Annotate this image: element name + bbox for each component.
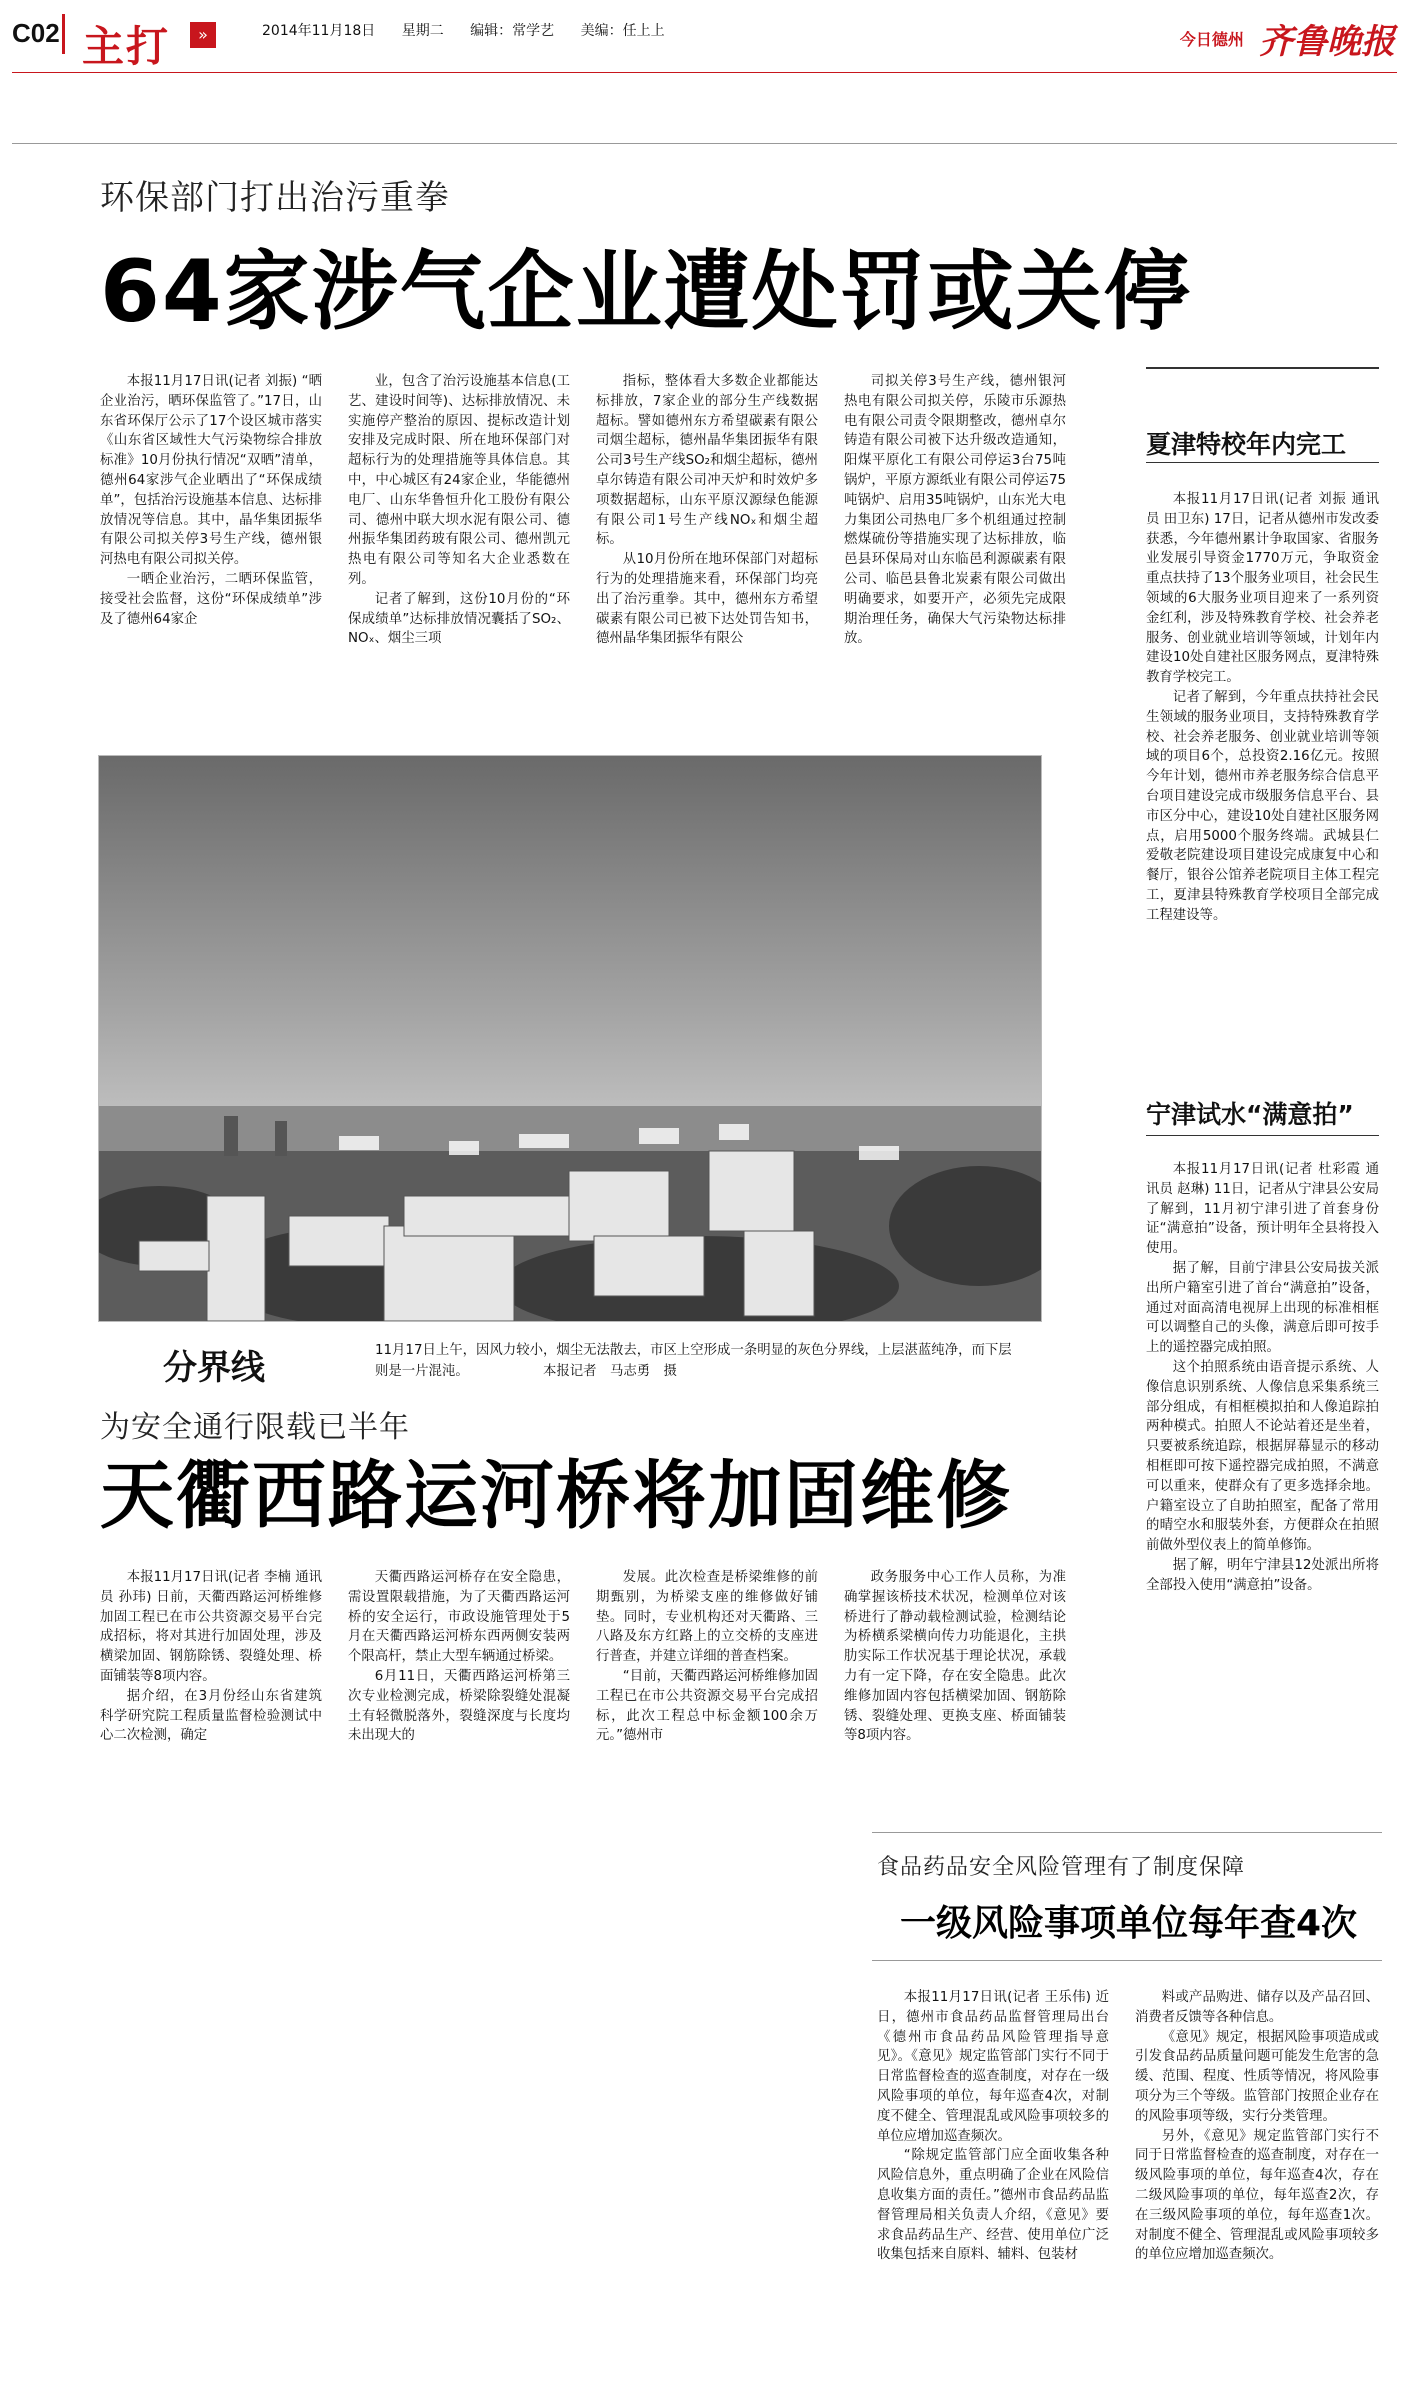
sidebar-rule (1146, 1135, 1379, 1136)
article2-column-2 (348, 1568, 570, 1746)
paragraph: 6月11日，天衢西路运河桥第三次专业检测完成，桥梁除裂缝处混凝土有轻微脱落外，裂缝深度与长度均未出现大的 (348, 1668, 570, 1744)
article5-kicker: 食品药品安全风险管理有了制度保障 (877, 1855, 1246, 1880)
paragraph: 这个拍照系统由语音提示系统、人像信息识别系统、人像信息采集系统三部分组成，有相框模拟拍和人像追踪拍两种模式。拍照人不论站着还是坐着，只要被系统追踪，根据屏幕显示的移动相框即可按下遥控器完成拍照，不满意可以重来，使群众有了更多选择余地。户籍室设立了自助拍照室，配备了常用的晴空水和服装外套，方便群众在拍照前做外型仪表上的简单修饰。 (1146, 1359, 1379, 1554)
paragraph: 据了解，目前宁津县公安局拔关派出所户籍室引进了首台“满意拍”设备，通过对面高清电视屏上出现的标准相框可以调整自己的头像，满意后即可按手上的遥控器完成拍照。 (1146, 1260, 1379, 1356)
paragraph: 另外，《意见》规定监管部门实行不同于日常监督检查的巡查制度，对存在一级风险事项的单位，每年巡查4次，存在二级风险事项的单位，每年巡查2次，存在三级风险事项的单位，每年巡查1次。对制度不健全、管理混乱或风险事项较多的单位应增加巡查频次。 (1135, 2128, 1379, 2263)
paragraph: 司拟关停3号生产线，德州银河热电有限公司拟关停，乐陵市乐源热电有限公司责令限期整改，德州卓尔铸造有限公司被下达升级改造通知，阳煤平原化工有限公司停运3台75吨锅炉，平原方源纸业有限公司停运75吨锅炉、启用35吨锅炉，山东光大电力集团公司热电厂多个机组通过控制燃煤硫份等措施实现了达标排放，临邑县环保局对山东临邑利源碳素有限公司、临邑县鲁北炭素有限公司做出明确要求，如要开产，必须先完成限期治理任务，确保大气污染物达标排放。 (844, 374, 1066, 647)
header-meta (262, 20, 687, 40)
sidebar-rule (1146, 462, 1379, 463)
paragraph: 本报11月17日讯(记者 李楠 通讯员 孙玮) 日前，天衢西路运河桥维修加固工程已在市公共资源交易平台完成招标，将对其进行加固处理，涉及横梁加固、钢筋除锈、裂缝处理、桥面铺装等8项内容。 (100, 1570, 322, 1684)
article3-body (1146, 490, 1379, 926)
section-title: 主打 (82, 22, 171, 71)
caption-text: 11月17日上午，因风力较小，烟尘无法散去，市区上空形成一条明显的灰色分界线，上层湛蓝纯净，而下层则是一片混沌。 (375, 1343, 1012, 1379)
paragraph: 据介绍，在3月份经山东省建筑科学研究院工程质量监督检验测试中心二次检测，确定 (100, 1688, 322, 1744)
photo-caption (375, 1340, 1015, 1382)
newspaper-logo: 齐鲁晚报 (1259, 22, 1395, 62)
paragraph: 本报11月17日讯(记者 刘振 通讯员 田卫东) 17日，记者从德州市发改委获悉，今年德州累计争取国家、省服务业发展引导资金1770万元，争取资金重点扶持了13个服务业项目，社会民生领域的6大服务业项目迎来了一系列资金红利，涉及特殊教育学校、社会养老服务、创业就业培训等领域，计划年内建设10处自建社区服务网点，夏津特殊教育学校完工。 (1146, 492, 1379, 686)
news-photo (98, 755, 1042, 1322)
article4-body (1146, 1160, 1379, 1596)
header-divider (62, 14, 65, 54)
article2-column-1 (100, 1568, 322, 1746)
article4-headline: 宁津试水“满意拍” (1146, 1100, 1354, 1129)
paragraph: “除规定监管部门应全面收集各种风险信息外，重点明确了企业在风险信息收集方面的责任。”德州市食品药品监督管理局相关负责人介绍，《意见》要求食品药品生产、经营、使用单位广泛收集包括来自原料、辅料、包装材 (877, 2148, 1109, 2263)
paragraph: 业，包含了治污设施基本信息(工艺、建设时间等)、达标排放情况、未实施停产整治的原因、提标改造计划安排及完成时限、所在地环保部门对超标行为的处理措施等具体信息。其中，中心城区有24家企业，华能德州电厂、山东华鲁恒升化工股份有限公司、德州中联大坝水泥有限公司、德州振华集团药玻有限公司、德州凯元热电有限公司等知名大企业悉数在列。 (348, 374, 570, 587)
editor-credit: 编辑：常学艺 (470, 23, 555, 39)
article2-kicker: 为安全通行限载已半年 (100, 1410, 410, 1445)
page-number: C02 (12, 18, 60, 48)
paragraph: “目前，天衢西路运河桥维修加固工程已在市公共资源交易平台完成招标，此次工程总中标金额100余万元。”德州市 (596, 1668, 818, 1744)
brand-edition: 今日德州 (1179, 30, 1244, 49)
issue-date: 2014年11月18日 (262, 23, 376, 39)
article2-column-3 (596, 1568, 818, 1746)
article1-column-2 (348, 372, 570, 649)
paragraph: 一晒企业治污，二晒环保监管，接受社会监督，这份“环保成绩单”涉及了德州64家企 (100, 571, 322, 627)
paragraph: 天衢西路运河桥存在安全隐患，需设置限载措施，为了天衢西路运河桥的安全运行，市政设施管理处于5月在天衢西路运河桥东西两侧安装两个限高杆，禁止大型车辆通过桥梁。 (348, 1570, 570, 1665)
paragraph: 本报11月17日讯(记者 刘振) “晒企业治污，晒环保监管了。”17日，山东省环保厅公示了17个设区城市落实《山东省区域性大气污染物综合排放标准》10月份执行情况“双晒”清单，德州64家涉气企业晒出了“环保成绩单”，包括治污设施基本信息、达标排放情况等信息。其中，晶华集团振华有限公司拟关停3号生产线，德州银河热电有限公司拟关停。 (100, 374, 322, 568)
issue-weekday: 星期二 (401, 23, 444, 39)
section-rule (12, 143, 1397, 144)
paragraph: 发展。此次检查是桥梁维修的前期甄别，为桥梁支座的维修做好铺垫。同时，专业机构还对天衢路、三八路及东方红路上的立交桥的支座进行普查，并建立详细的普查档案。 (596, 1570, 818, 1665)
photo-title: 分界线 (163, 1348, 265, 1388)
masthead-brand (1180, 14, 1395, 63)
article3-headline: 夏津特校年内完工 (1146, 430, 1347, 459)
article5-headline: 一级风险事项单位每年查4次 (900, 1903, 1358, 1944)
paragraph: 记者了解到，这份10月份的“环保成绩单”达标排放情况囊括了SO₂、NOₓ、烟尘三项 (348, 591, 570, 647)
chevron-right-icon: » (190, 22, 216, 48)
paragraph: 本报11月17日讯(记者 王乐伟) 近日，德州市食品药品监督管理局出台《德州市食品药品风险管理指导意见》。《意见》规定监管部门实行不同于日常监督检查的巡查制度，对存在一级风险事项的单位，每年巡查4次，对制度不健全、管理混乱或风险事项较多的单位应增加巡查频次。 (877, 1990, 1109, 2144)
article1-headline: 64家涉气企业遭处罚或关停 (100, 242, 1192, 342)
article5-rule (872, 1832, 1382, 1833)
paragraph: 《意见》规定，根据风险事项造成或引发食品药品质量问题可能发生危害的急缓、范围、程度、性质等情况，将风险事项分为三个等级。监管部门按照企业存在的风险事项等级，实行分类管理。 (1135, 2029, 1379, 2124)
paragraph: 记者了解到，今年重点扶持社会民生领域的服务业项目，支持特殊教育学校、社会养老服务、创业就业培训等领域的项目6个，总投资2.16亿元。按照今年计划，德州市养老服务综合信息平台项目建设完成市级服务信息平台、县市区分中心，建设10处自建社区服务网点，启用5000个服务终端。武城县仁爱敬老院建设项目建设完成康复中心和餐厅，银谷公馆养老院项目主体工程完工，夏津县特殊教育学校项目全部完成工程建设等。 (1146, 689, 1379, 923)
paragraph: 料或产品购进、储存以及产品召回、消费者反馈等各种信息。 (1135, 1990, 1379, 2025)
header-rule (12, 72, 1397, 73)
sidebar-rule (1146, 367, 1379, 369)
city-skyline-image (99, 756, 1042, 1322)
paragraph: 本报11月17日讯(记者 杜彩霞 通讯员 赵琳) 11日，记者从宁津县公安局了解到，11月初宁津引进了首套身份证“满意拍”设备，预计明年全县将投入使用。 (1146, 1162, 1379, 1257)
article1-column-4 (844, 372, 1066, 649)
paragraph: 政务服务中心工作人员称，为准确掌握该桥技术状况，检测单位对该桥进行了静动载检测试验，检测结论为桥横系梁横向传力功能退化，主拱肋实际工作状况基于理论状况，承载力有一定下降，存在安全隐患。此次维修加固内容包括横梁加固、钢筋除锈、裂缝处理、更换支座、桥面铺装等8项内容。 (844, 1570, 1066, 1744)
designer-credit: 美编：任上上 (580, 23, 665, 39)
photo-credit: 本报记者 马志勇 摄 (543, 1364, 677, 1379)
article2-column-4 (844, 1568, 1066, 1746)
paragraph: 据了解，明年宁津县12处派出所将全部投入使用“满意拍”设备。 (1146, 1557, 1379, 1593)
article2-headline: 天衢西路运河桥将加固维修 (100, 1453, 1012, 1539)
article1-kicker: 环保部门打出治污重拳 (100, 178, 450, 218)
paragraph: 指标，整体看大多数企业都能达标排放，7家企业的部分生产线数据超标。譬如德州东方希望碳素有限公司烟尘超标，德州晶华集团振华有限公司3号生产线SO₂和烟尘超标，德州卓尔铸造有限公司冲天炉和时效炉多项数据超标，山东平原汉源绿色能源有限公司1号生产线NOₓ和烟尘超标。 (596, 374, 818, 548)
article1-column-1 (100, 372, 322, 629)
article5-column-1 (877, 1988, 1109, 2265)
article5-rule (872, 1960, 1382, 1961)
article1-column-3 (596, 372, 818, 649)
article5-column-2 (1135, 1988, 1379, 2265)
paragraph: 从10月份所在地环保部门对超标行为的处理措施来看，环保部门均亮出了治污重拳。其中，德州东方希望碳素有限公司已被下达处罚告知书，德州晶华集团振华有限公 (596, 552, 818, 647)
